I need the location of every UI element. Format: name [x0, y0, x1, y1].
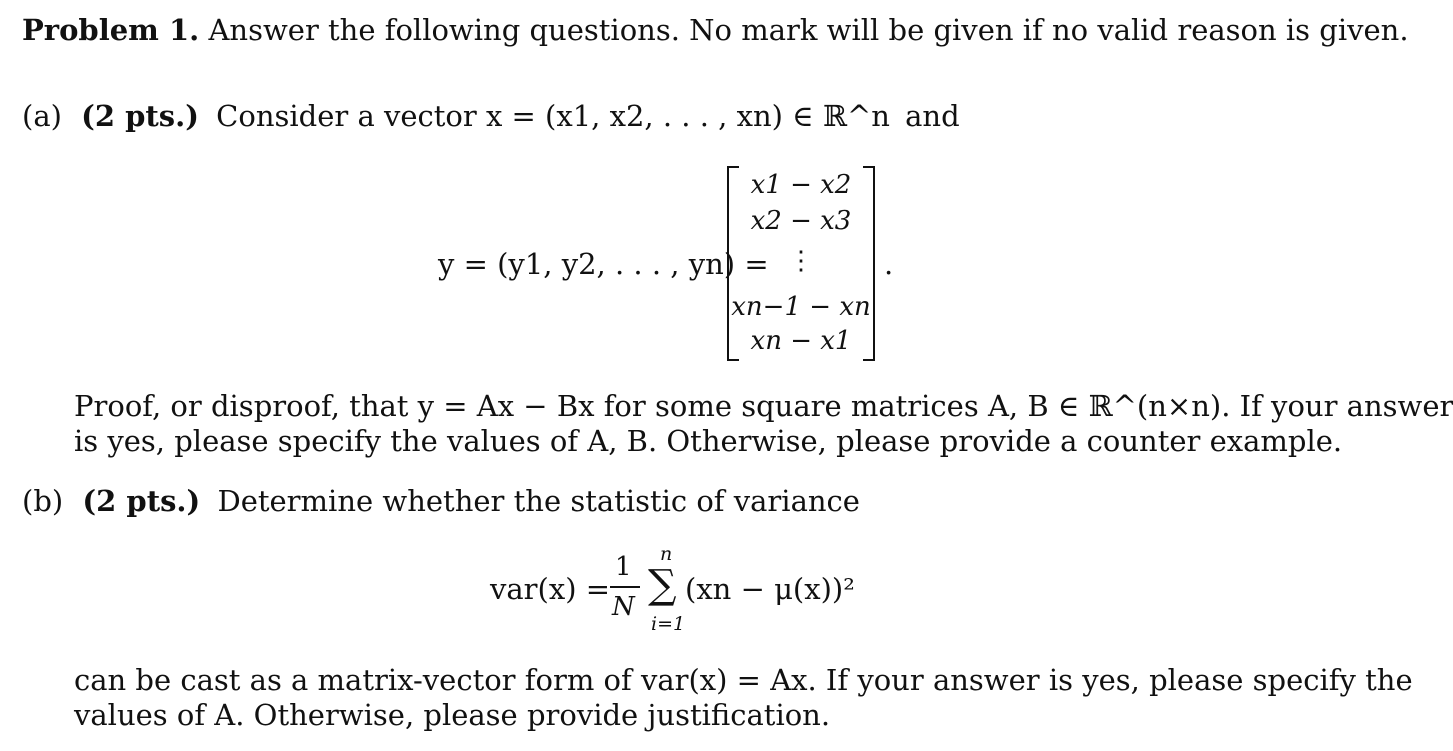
part-a-vector-def: x = (x1, x2, . . . , xn) ∈ ℝ^n — [485, 99, 890, 133]
part-a-question-line-2: is yes, please specify the values of A, B. Otherwise, please provide a counter example. — [74, 424, 1343, 458]
formula-frac-num: 1 — [615, 552, 632, 582]
part-a-text: Consider a vector — [216, 99, 477, 133]
problem-header — [22, 13, 1409, 47]
sum-upper-limit: n — [660, 543, 673, 565]
part-b-points: (2 pts.) — [82, 484, 201, 518]
formula-body: (xn − μ(x))² — [685, 572, 855, 606]
part-a-header — [22, 99, 960, 133]
formula-frac-den: N — [612, 592, 635, 622]
part-b-header — [22, 484, 860, 518]
matrix-row-dots: ⋮ — [788, 246, 814, 276]
part-b-question-line-2: values of A. Otherwise, please provide justification. — [74, 698, 831, 732]
part-a-points: (2 pts.) — [81, 99, 199, 133]
matrix-row-1: x1 − x2 — [750, 170, 852, 200]
summation-icon: ∑ — [648, 562, 677, 608]
matrix-row-5: xn − x1 — [750, 326, 852, 356]
matrix-row-2: x2 − x3 — [750, 206, 852, 236]
sum-lower-limit: i=1 — [651, 613, 686, 635]
y-definition: y = (y1, y2, . . . , yn) = — [438, 247, 769, 281]
matrix-row-4: xn−1 − xn — [731, 292, 871, 322]
problem-title: Problem 1. — [22, 13, 200, 47]
part-b-text: Determine whether the statistic of variance — [217, 484, 860, 518]
part-b-label: (b) — [22, 484, 64, 518]
part-a-label: (a) — [22, 99, 62, 133]
matrix-period: . — [884, 247, 894, 281]
formula-lhs: var(x) = — [490, 572, 611, 606]
fraction-bar — [610, 586, 640, 588]
difference-matrix — [727, 166, 875, 357]
part-a-and: and — [905, 99, 960, 133]
part-b-question-line-1: can be cast as a matrix-vector form of var(x) = Ax. If your answer is yes, please specify the — [74, 663, 1413, 697]
problem-intro: Answer the following questions. No mark will be given if no valid reason is given. — [208, 13, 1409, 47]
part-a-question-line-1: Proof, or disproof, that y = Ax − Bx for some square matrices A, B ∈ ℝ^(n×n). If your answer — [74, 389, 1453, 423]
